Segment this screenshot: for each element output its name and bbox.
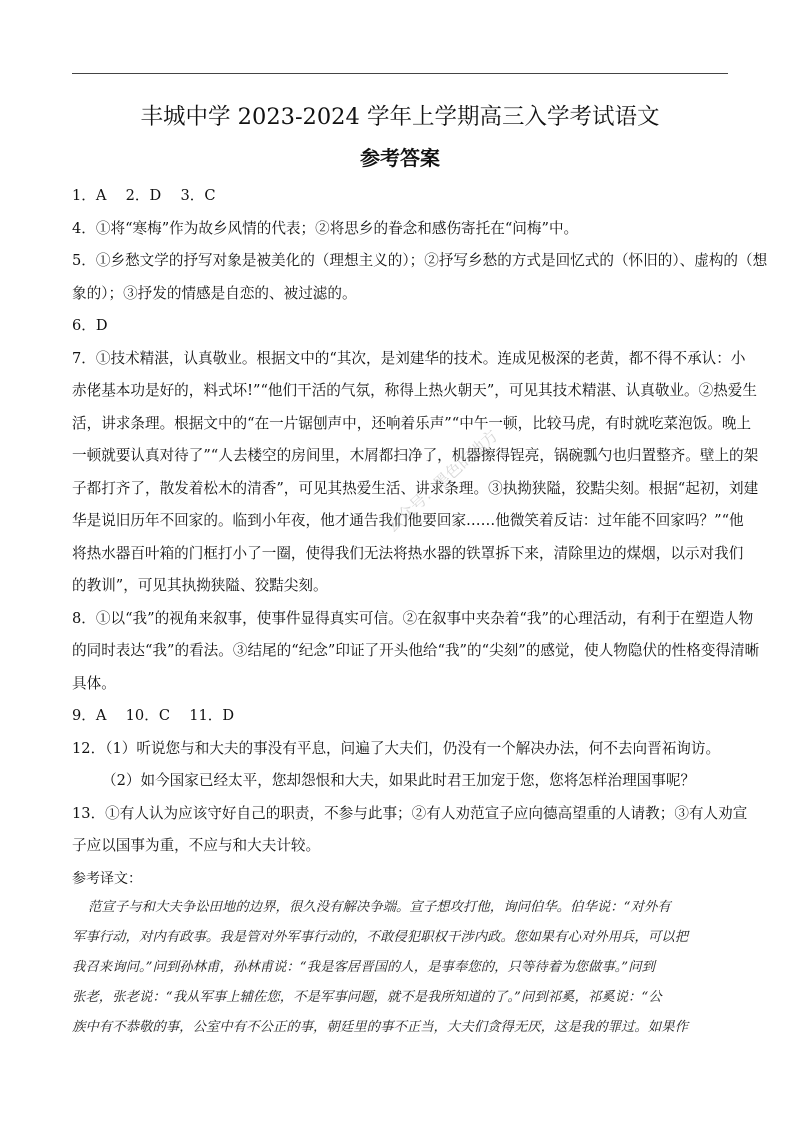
answer-line: 的同时表达“我”的看法。③结尾的“纪念”印证了开头他给“我”的“尖刻”的感觉，使人物隐伏的性格变得清晰	[72, 642, 760, 659]
answer-line: 8．①以“我”的视角来叙事，使事件显得真实可信。②在叙事中夹杂着“我”的心理活动，有利于在塑造人物	[72, 609, 754, 627]
watermark: 公众号：黑色的地方	[382, 425, 502, 537]
answer-line: 具体。	[72, 674, 116, 692]
answer-line: 一顿就要认真对待了”“人去楼空的房间里，木屑都扫净了，机器擦得锃亮，锅碗瓢勺也归置整齐。壁上的架	[72, 447, 759, 464]
answer-line: 活，讲求条理。根据文中的“在一片锯刨声中，还响着乐声”“中午一顿，比较马虎，有时就吃菜泡饭。晚上	[72, 414, 752, 432]
translation-line: 族中有不恭敬的事，公室中有不公正的事，朝廷里的事不正当，大夫们贪得无厌，这是我的罪过。如果作	[72, 1019, 688, 1035]
answer-body	[72, 180, 768, 1043]
answer-line: 6．D	[72, 317, 108, 334]
translation-line: 军事行动，对内有政事。我是管对外军事行动的，不敢侵犯职权干涉内政。您如果有心对外用兵，可以把	[72, 929, 688, 945]
answer-line: 子都打齐了，散发着松木的清香”，可见其热爱生活、讲求条理。③执拗狭隘，狡黠尖刻。根据“起初，刘建	[72, 479, 759, 497]
page-subtitle: 参考答案	[360, 146, 440, 170]
translation-line: 我召来询问。”问到孙林甫，孙林甫说：“我是客居晋国的人，是事奉您的，只等待着为您做事。”问到	[72, 959, 655, 975]
answer-line: 将热水器百叶箱的门框打小了一圈，使得我们无法将热水器的铁罩拆下来，清除里边的煤烟，以示对我们	[72, 544, 744, 562]
answer-line: 赤佬基本功是好的，料式坏!”“他们干活的气氛，称得上热火朝天”，可见其技术精湛、认真敬业。②热爱生	[72, 382, 757, 399]
answer-line: 象的）；③抒发的情感是自恋的、被过滤的。	[72, 284, 357, 302]
answer-line: 5．①乡愁文学的抒写对象是被美化的（理想主义的）；②抒写乡愁的方式是回忆式的（怀旧的）、虚构的（想	[72, 252, 768, 269]
answer-line: 9．A 10．C 11．D	[72, 707, 235, 724]
translation-line: 范宣子与和大夫争讼田地的边界，很久没有解决争端。宣子想攻打他，询问伯华。伯华说：“对外有	[88, 899, 671, 915]
answer-line: 13．①有人认为应该守好自己的职责，不参与此事；②有人劝范宣子应向德高望重的人请教；③有人劝宣	[72, 804, 748, 822]
answer-line: 12．（1）听说您与和大夫的事没有平息，问遍了大夫们，仍没有一个解决办法，何不去向晋祏询访。	[72, 739, 721, 757]
header-rule	[72, 73, 728, 74]
answer-line: 子应以国事为重，不应与和大夫计较。	[72, 837, 321, 854]
answer-line: 华是说旧历年不回家的。临到小年夜，他才通告我们他要回家……他微笑着反诘：过年能不回家吗？”“他	[72, 512, 744, 529]
answer-line: 1．A 2．D 3．C	[72, 187, 216, 204]
answer-line: （2）如今国家已经太平，您却怨恨和大夫，如果此时君王加宠于您，您将怎样治理国事呢？	[102, 772, 696, 789]
translation-text	[72, 893, 732, 1043]
answer-line: 4．①将“寒梅”作为故乡风情的代表；②将思乡的眷念和感伤寄托在“问梅”中。	[72, 219, 579, 237]
translation-label: 参考译文：	[72, 870, 142, 887]
page-title: 丰城中学 2023-2024 学年上学期高三入学考试语文	[140, 104, 660, 130]
answer-line: 的教训”，可见其执拗狭隘、狡黠尖刻。	[72, 577, 328, 594]
translation-line: 张老，张老说：“我从军事上辅佐您，不是军事问题，就不是我所知道的了。”问到祁奚，祁奚说：“公	[72, 989, 662, 1005]
answer-line: 7．①技术精湛，认真敬业。根据文中的“其次，是刘建华的技术。连成见极深的老黄，都不得不承认：小	[72, 349, 746, 367]
